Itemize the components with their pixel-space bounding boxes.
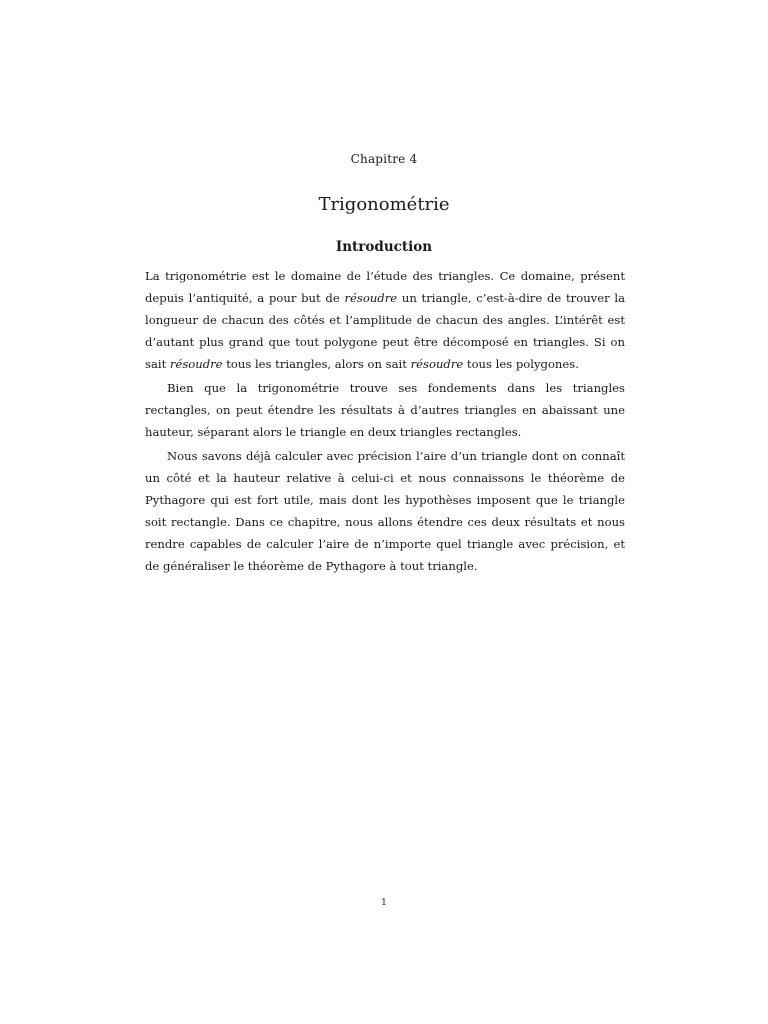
paragraph-1-text-a: La trigonométrie est le domaine de l’étude des triangles. Ce domaine, présent depuis l’antiquité, a pour but de	[145, 269, 625, 305]
chapter-title: Trigonométrie	[318, 194, 450, 215]
section-title: Introduction	[335, 239, 433, 255]
paragraph-1-emphasis-2: résoudre	[169, 357, 223, 371]
paragraph-1	[145, 265, 625, 375]
paragraph-1-text-c: un triangle, c’est-à-dire de trouver la longueur de chacun des côtés et l’amplitude de chacun des angles. L’intérêt est d’autant plus grand que tout polygone peut être décomposé en triangles. Si on sait	[145, 291, 625, 371]
paragraph-3: Nous savons déjà calculer avec précision l’aire d’un triangle dont on connaît un côté et la hauteur relative à celui-ci et nous connaissons le théorème de Pythagore qui est fort utile, mais dont les hypothèses imposent que le triangle soit rectangle. Dans ce chapitre, nous allons étendre ces deux résultats et nous rendre capables de calculer l’aire de n’importe quel triangle avec précision, et de généraliser le théorème de Pythagore à tout triangle.	[145, 449, 625, 573]
paragraph-1-text-g: tous les polygones.	[463, 357, 579, 371]
page-number: 1	[381, 898, 387, 908]
paragraph-2: Bien que la trigonométrie trouve ses fondements dans les triangles rectangles, on peut étendre les résultats à d’autres triangles en abaissant une hauteur, séparant alors le triangle en deux triangles rectangles.	[145, 381, 625, 439]
chapter-label: Chapitre 4	[350, 152, 418, 166]
paragraph-1-text-e: tous les triangles, alors on sait	[222, 357, 411, 371]
paragraph-1-emphasis-3: résoudre	[410, 357, 464, 371]
body-text	[145, 265, 625, 579]
paragraph-1-emphasis-1: résoudre	[344, 291, 398, 305]
